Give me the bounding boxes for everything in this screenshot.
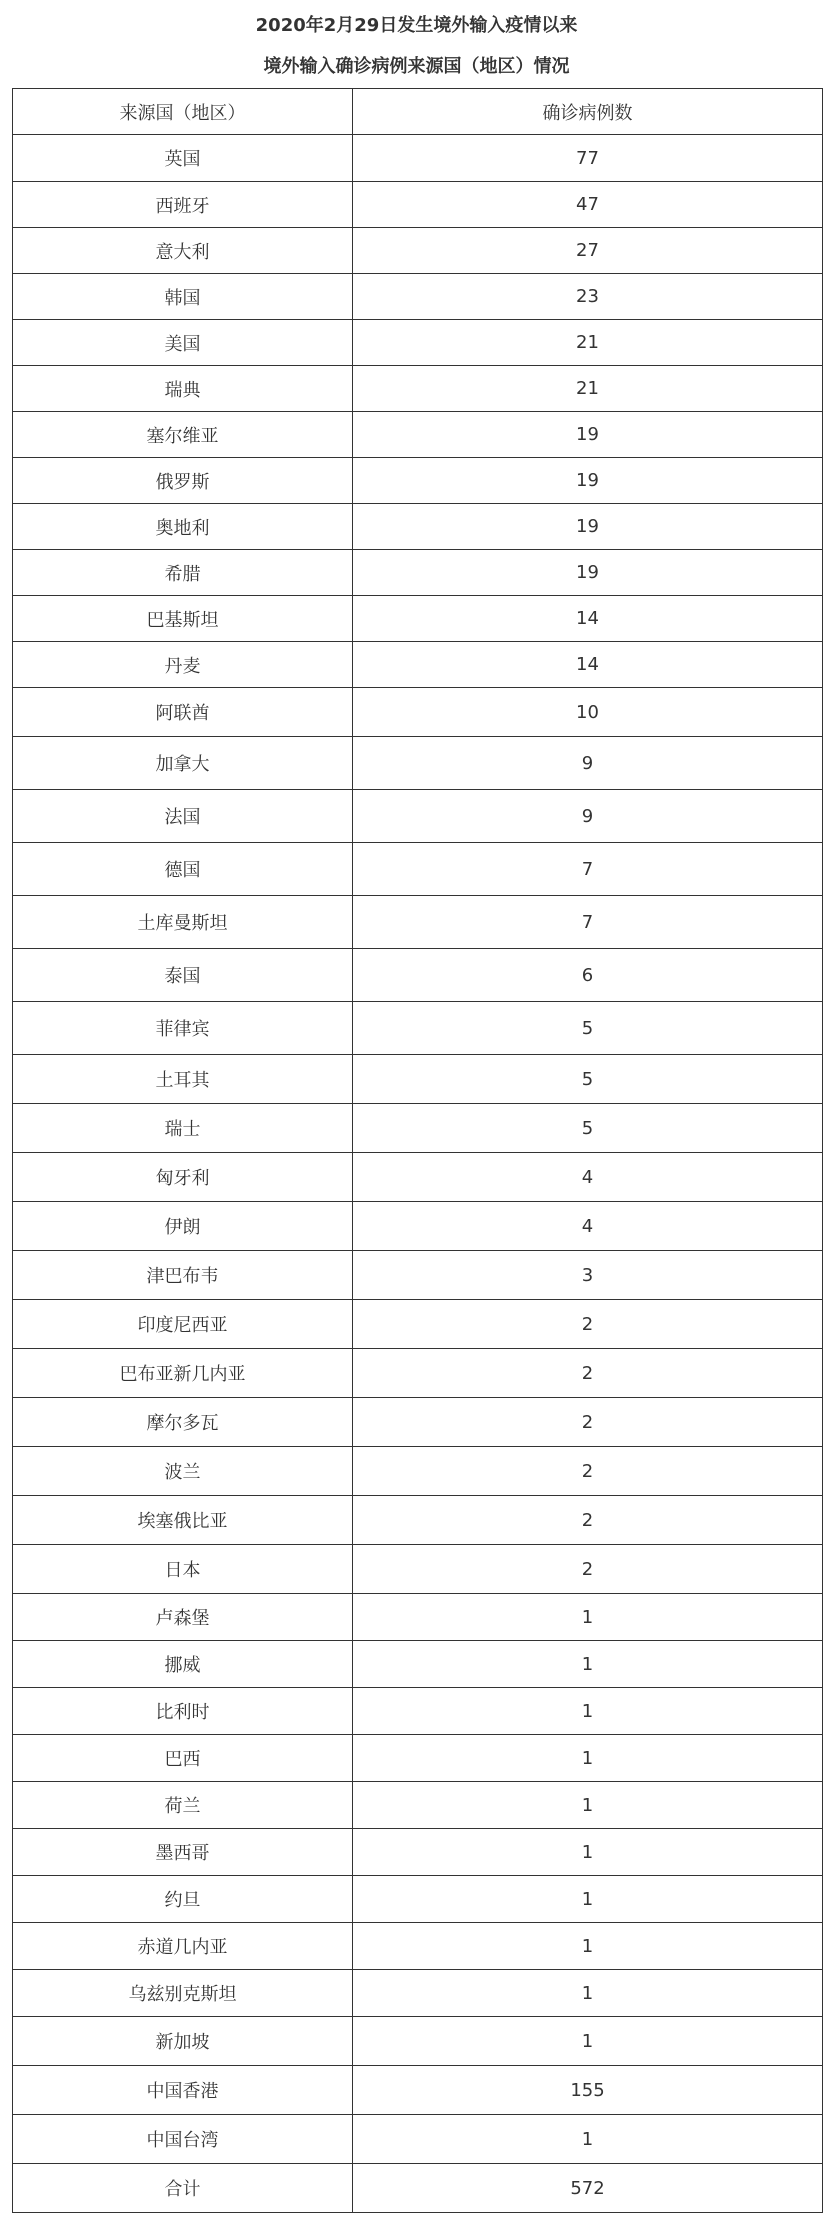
cell-confirmed-count: 2 [353,1398,823,1447]
header-confirmed-count: 确诊病例数 [353,89,823,135]
cell-confirmed-count: 1 [353,1970,823,2017]
cell-source-country: 合计 [13,2164,353,2213]
cell-source-country: 挪威 [13,1641,353,1688]
cell-confirmed-count: 1 [353,1641,823,1688]
cell-source-country: 土库曼斯坦 [13,896,353,949]
cell-confirmed-count: 1 [353,1735,823,1782]
table-row [13,1545,823,1594]
cell-confirmed-count: 1 [353,1688,823,1735]
table-row [13,1641,823,1688]
table-row [13,1104,823,1153]
cell-confirmed-count: 9 [353,737,823,790]
cell-confirmed-count: 7 [353,896,823,949]
table-row [13,320,823,366]
table-row [13,642,823,688]
cell-source-country: 俄罗斯 [13,458,353,504]
cell-confirmed-count: 2 [353,1545,823,1594]
cell-source-country: 新加坡 [13,2017,353,2066]
cell-source-country: 阿联酋 [13,688,353,737]
cell-source-country: 法国 [13,790,353,843]
cell-source-country: 菲律宾 [13,1002,353,1055]
cell-source-country: 印度尼西亚 [13,1300,353,1349]
table-row [13,1923,823,1970]
table-row [13,1970,823,2017]
table-row [13,949,823,1002]
cell-confirmed-count: 14 [353,596,823,642]
cell-source-country: 中国香港 [13,2066,353,2115]
cell-source-country: 赤道几内亚 [13,1923,353,1970]
table-caption: 境外输入确诊病例来源国（地区）情况 [263,56,570,77]
cell-source-country: 西班牙 [13,182,353,228]
table-row [13,1398,823,1447]
table-row [13,790,823,843]
table-row [13,458,823,504]
table-header-row [13,89,823,135]
cell-confirmed-count: 14 [353,642,823,688]
cell-confirmed-count: 9 [353,790,823,843]
table-row [13,1202,823,1251]
cell-source-country: 波兰 [13,1447,353,1496]
cell-source-country: 日本 [13,1545,353,1594]
cell-source-country: 荷兰 [13,1782,353,1829]
cell-confirmed-count: 3 [353,1251,823,1300]
table-row [13,1153,823,1202]
cell-source-country: 埃塞俄比亚 [13,1496,353,1545]
table-row [13,504,823,550]
cell-source-country: 瑞士 [13,1104,353,1153]
cell-confirmed-count: 5 [353,1055,823,1104]
cell-confirmed-count: 1 [353,1782,823,1829]
table-row [13,1002,823,1055]
cell-confirmed-count: 7 [353,843,823,896]
table-row [13,1594,823,1641]
cell-source-country: 巴西 [13,1735,353,1782]
cell-confirmed-count: 19 [353,550,823,596]
table-row [13,1447,823,1496]
cell-source-country: 中国台湾 [13,2115,353,2164]
table-row [13,596,823,642]
cell-source-country: 津巴布韦 [13,1251,353,1300]
cell-confirmed-count: 1 [353,2017,823,2066]
cell-source-country: 巴基斯坦 [13,596,353,642]
table-row [13,1735,823,1782]
table-row [13,737,823,790]
table-row [13,1688,823,1735]
cell-confirmed-count: 1 [353,1876,823,1923]
header-source-country: 来源国（地区） [13,89,353,135]
cell-source-country: 伊朗 [13,1202,353,1251]
table-row [13,1055,823,1104]
cell-confirmed-count: 2 [353,1349,823,1398]
table-row [13,550,823,596]
cell-source-country: 丹麦 [13,642,353,688]
cell-confirmed-count: 4 [353,1202,823,1251]
cell-confirmed-count: 155 [353,2066,823,2115]
cell-source-country: 泰国 [13,949,353,1002]
table-row [13,1349,823,1398]
page-title: 2020年2月29日发生境外输入疫情以来 [255,15,578,36]
cell-confirmed-count: 21 [353,366,823,412]
cell-confirmed-count: 19 [353,412,823,458]
cell-confirmed-count: 27 [353,228,823,274]
table-row [13,1251,823,1300]
cell-source-country: 美国 [13,320,353,366]
cell-source-country: 德国 [13,843,353,896]
cell-confirmed-count: 10 [353,688,823,737]
table-row [13,228,823,274]
cell-confirmed-count: 1 [353,2115,823,2164]
cell-confirmed-count: 19 [353,504,823,550]
cell-confirmed-count: 21 [353,320,823,366]
cell-confirmed-count: 23 [353,274,823,320]
cell-confirmed-count: 6 [353,949,823,1002]
cell-confirmed-count: 1 [353,1923,823,1970]
cell-confirmed-count: 4 [353,1153,823,1202]
cell-confirmed-count: 1 [353,1829,823,1876]
cell-source-country: 土耳其 [13,1055,353,1104]
table-row [13,1496,823,1545]
table-row [13,2066,823,2115]
cell-source-country: 约旦 [13,1876,353,1923]
table-row [13,1829,823,1876]
cell-source-country: 英国 [13,135,353,182]
table-row [13,896,823,949]
cell-source-country: 加拿大 [13,737,353,790]
cell-source-country: 韩国 [13,274,353,320]
cell-source-country: 卢森堡 [13,1594,353,1641]
cell-source-country: 塞尔维亚 [13,412,353,458]
table-row [13,1782,823,1829]
cell-source-country: 奥地利 [13,504,353,550]
cell-confirmed-count: 47 [353,182,823,228]
table-row [13,2017,823,2066]
table-row [13,135,823,182]
cell-confirmed-count: 19 [353,458,823,504]
cell-source-country: 匈牙利 [13,1153,353,1202]
cell-confirmed-count: 572 [353,2164,823,2213]
cell-confirmed-count: 2 [353,1447,823,1496]
table-row [13,843,823,896]
cell-confirmed-count: 5 [353,1104,823,1153]
cell-source-country: 巴布亚新几内亚 [13,1349,353,1398]
cell-confirmed-count: 1 [353,1594,823,1641]
table-row [13,412,823,458]
table-row [13,1876,823,1923]
cell-source-country: 瑞典 [13,366,353,412]
table-row [13,1300,823,1349]
cell-source-country: 希腊 [13,550,353,596]
table-row [13,2115,823,2164]
table-row [13,274,823,320]
table-row [13,366,823,412]
source-country-table [12,88,823,2213]
cell-confirmed-count: 77 [353,135,823,182]
cell-source-country: 墨西哥 [13,1829,353,1876]
cell-confirmed-count: 5 [353,1002,823,1055]
table-row [13,688,823,737]
cell-source-country: 乌兹别克斯坦 [13,1970,353,2017]
cell-confirmed-count: 2 [353,1300,823,1349]
cell-source-country: 意大利 [13,228,353,274]
cell-confirmed-count: 2 [353,1496,823,1545]
table-body [13,135,823,2213]
table-row [13,2164,823,2213]
cell-source-country: 比利时 [13,1688,353,1735]
cell-source-country: 摩尔多瓦 [13,1398,353,1447]
table-row [13,182,823,228]
